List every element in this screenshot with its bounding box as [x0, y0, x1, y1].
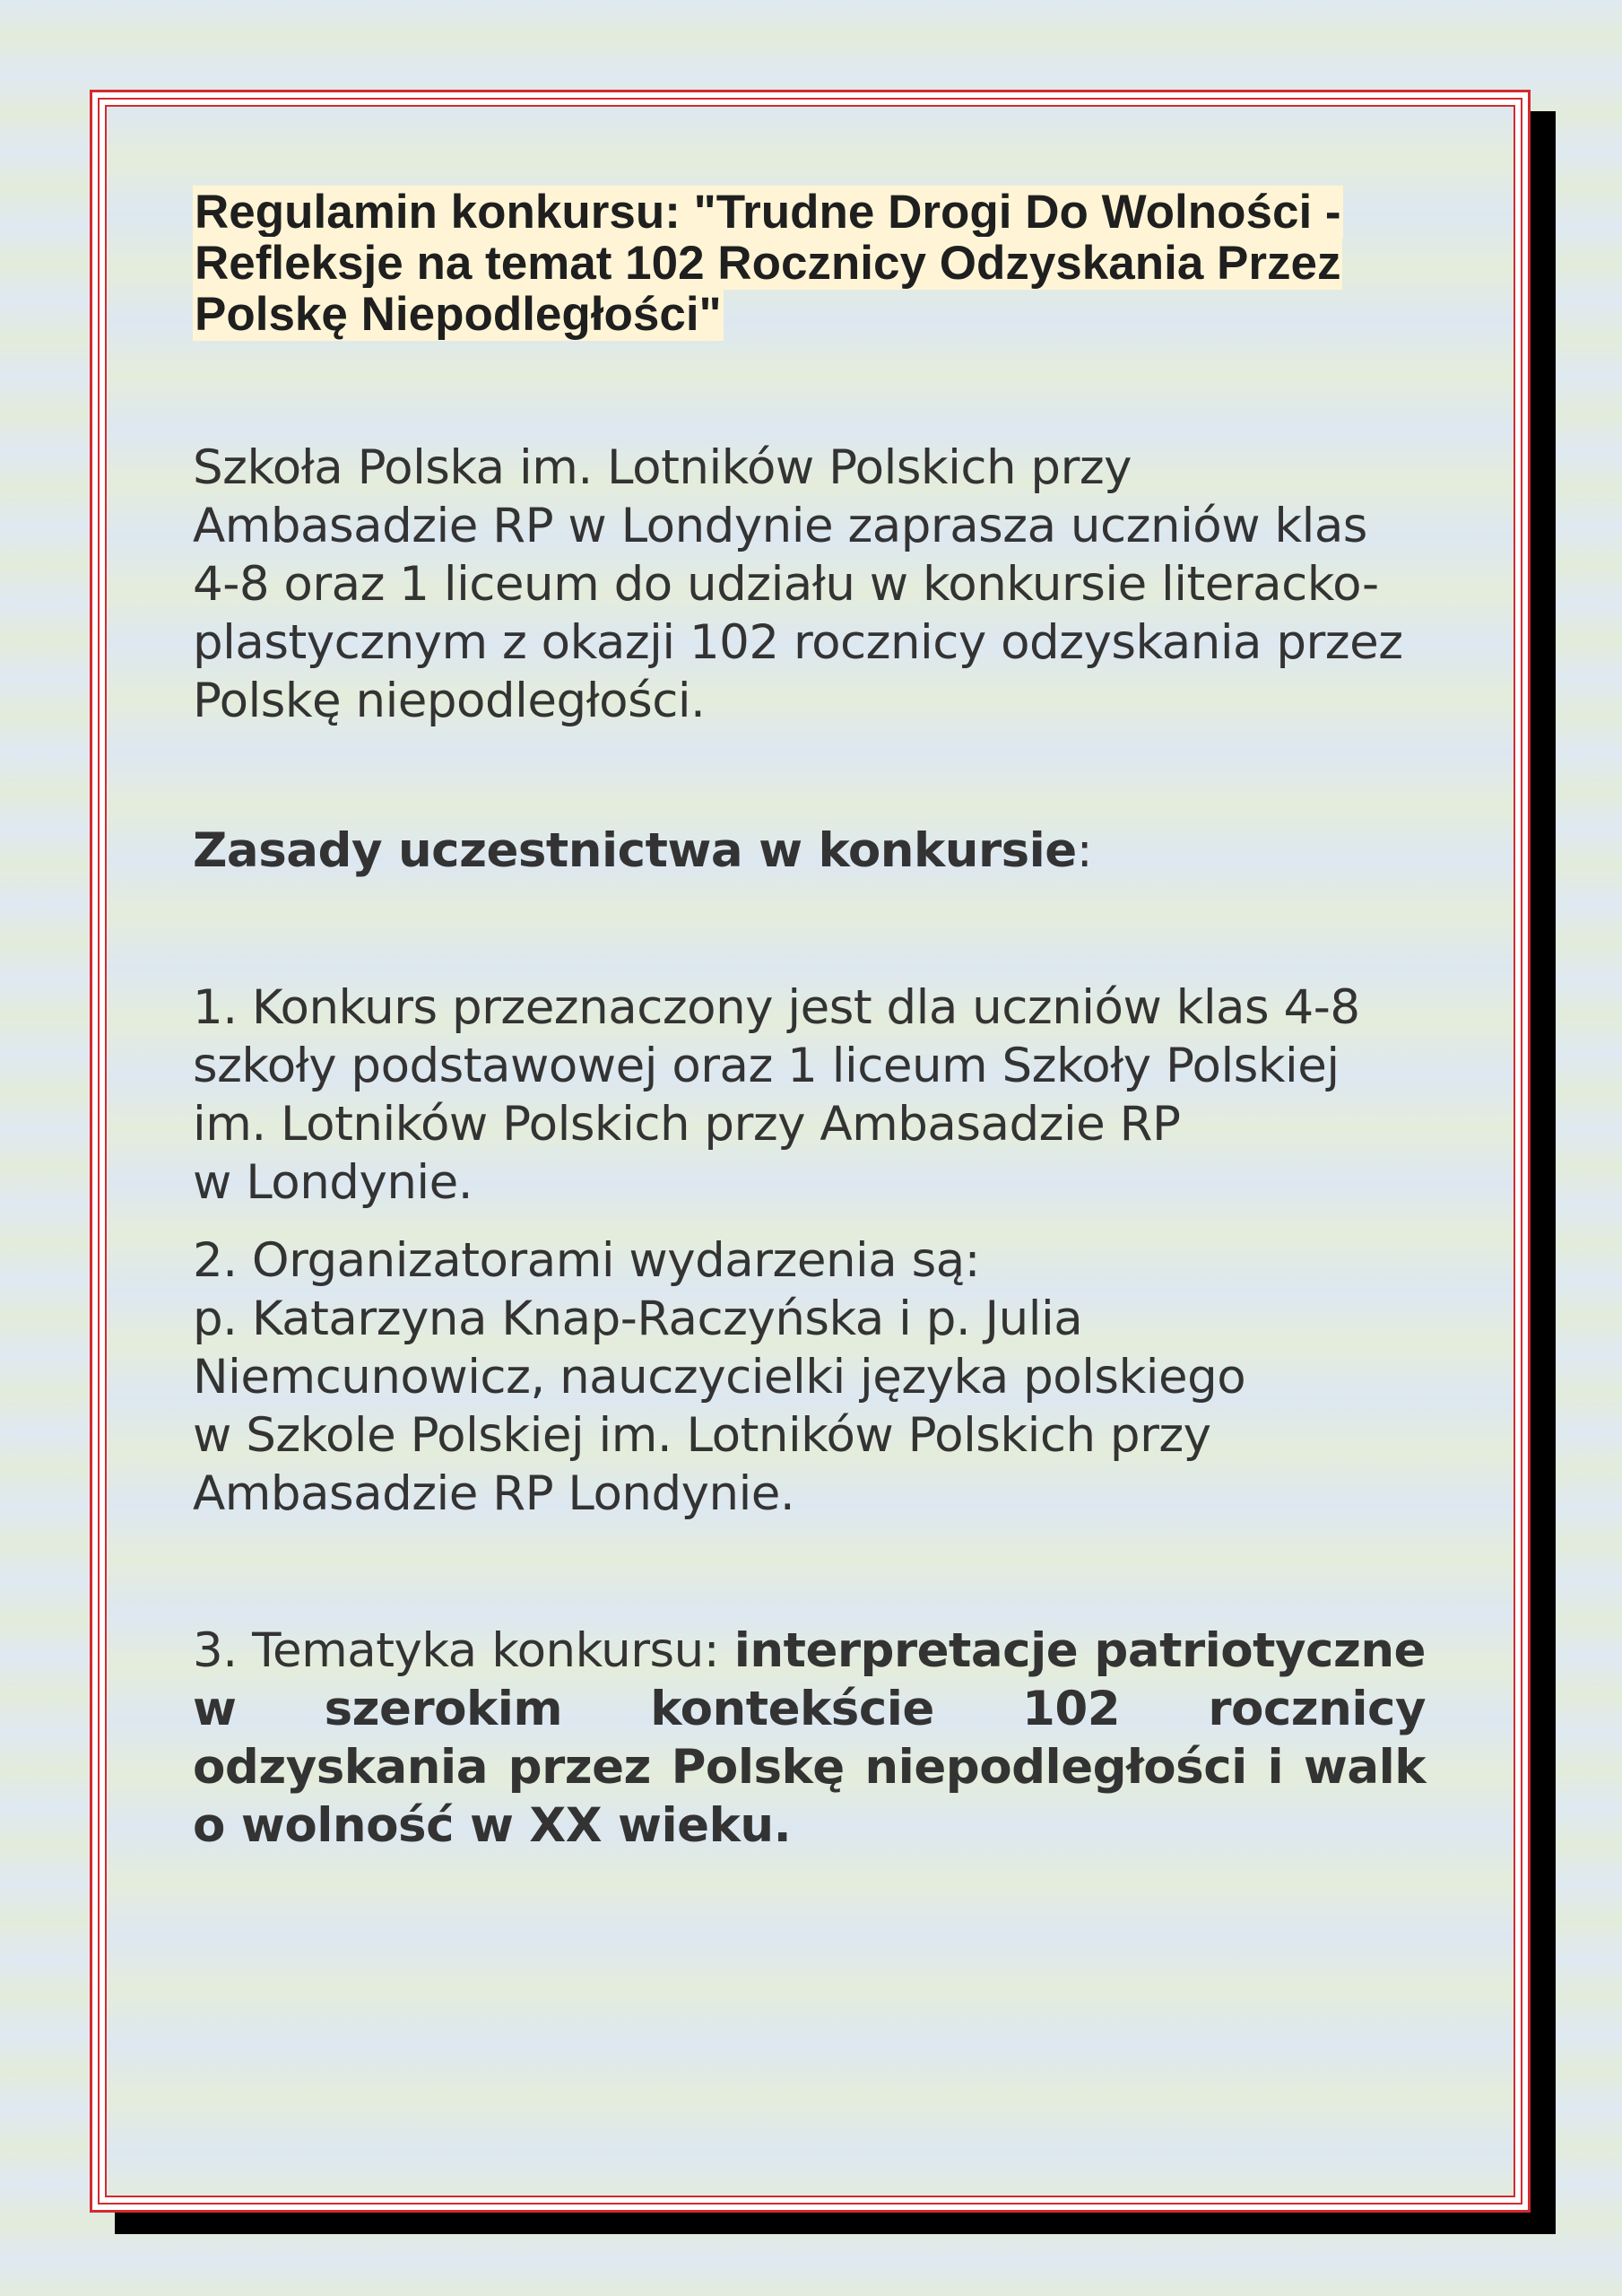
- rule-item-3: [193, 1622, 1426, 1855]
- rule-item-2-line: p. Katarzyna Knap-Raczyńska i p. Julia: [193, 1292, 1083, 1346]
- intro-paragraph: Szkoła Polska im. Lotników Polskich przy Ambasadzie RP w Londynie zaprasza uczniów klas 4-8 oraz 1 liceum do udziału w konkursie literacko-plastycznym z okazji 102 rocznicy odzyskania przez Polskę niepodległości.: [193, 440, 1403, 728]
- rules-heading: [193, 822, 1426, 880]
- document-title-text: Regulamin konkursu: "Trudne Drogi Do Wolności - Refleksje na temat 102 Rocznicy Odzyskania Przez Polskę Niepodległości": [195, 186, 1341, 341]
- rule-item-2-line: Niemcunowicz, nauczycielki języka polskiego: [193, 1350, 1246, 1405]
- rule-item-1: [193, 978, 1426, 1212]
- rule-item-1-line: 1. Konkurs przeznaczony jest dla uczniów klas 4-8: [193, 980, 1360, 1035]
- rule-item-3-theme: interpretacje patriotyczne w szerokim kontekście 102 rocznicy odzyskania przez Polskę niepodległości i walk o wolność w XX wieku.: [193, 1623, 1426, 1853]
- document-title: [193, 187, 1358, 340]
- rule-item-2-line: Ambasadzie RP Londynie.: [193, 1466, 795, 1521]
- rule-item-1-line: szkoły podstawowej oraz 1 liceum Szkoły Polskiej: [193, 1039, 1340, 1093]
- rule-item-2-line: w Szkole Polskiej im. Lotników Polskich przy: [193, 1408, 1211, 1463]
- rules-heading-text: Zasady uczestnictwa w konkursie: [193, 823, 1077, 878]
- rule-item-1-line: im. Lotników Polskich przy Ambasadzie RP: [193, 1097, 1181, 1152]
- rule-item-2-line: 2. Organizatorami wydarzenia są:: [193, 1233, 981, 1288]
- document-content: [193, 187, 1426, 1855]
- rule-item-1-line: w Londynie.: [193, 1155, 473, 1210]
- rule-item-2: [193, 1231, 1426, 1523]
- rule-item-3-lead: 3. Tematyka konkursu:: [193, 1623, 734, 1678]
- rules-heading-colon: :: [1076, 823, 1093, 878]
